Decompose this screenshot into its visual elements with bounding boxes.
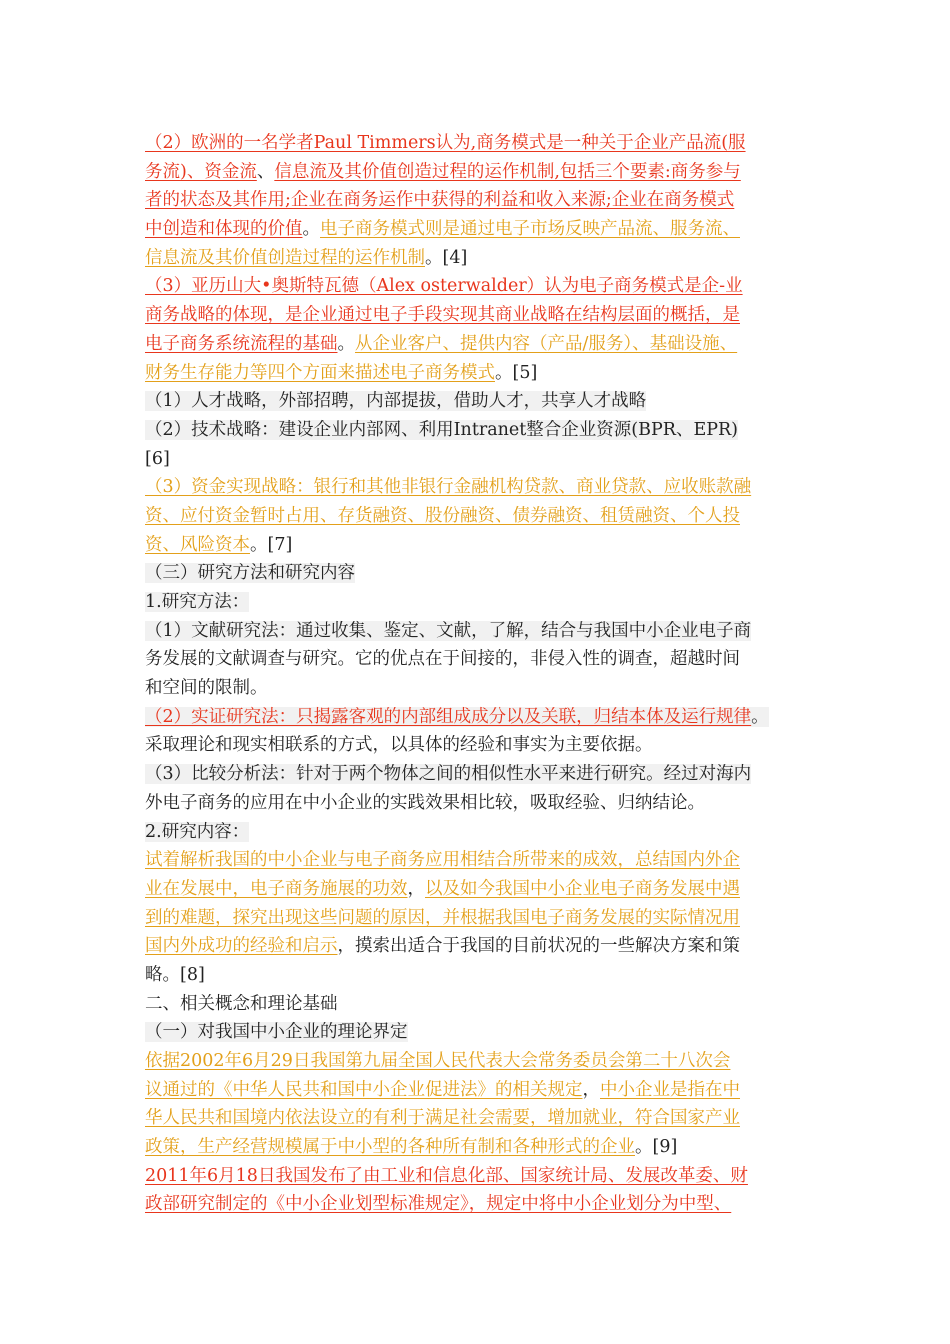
line-content <box>145 449 170 469</box>
text-segment: （1）文献研究法：通过收集、鉴定、文献，了解，结合与我国中小企业电子商 <box>145 620 752 641</box>
line-content <box>145 936 740 956</box>
annotated-text-segment: 资、应付资金暂时占用、存货融资、股份融资、债券融资、租赁融资、个人投 <box>145 505 740 526</box>
line-content <box>145 965 205 985</box>
annotated-text-segment: 从企业客户、提供内容（产品/服务）、基础设施、 <box>355 333 738 354</box>
annotated-text-segment: 国内外成功的经验和启示 <box>145 936 338 957</box>
annotated-text-segment: 华人民共和国境内依法设立的有利于满足社会需要，增加就业，符合国家产业 <box>145 1108 740 1129</box>
annotated-text-segment: （2）欧洲的一名学者Paul Timmers认为,商务模式是一种关于企业产品流(服 <box>145 133 746 153</box>
line-content <box>145 735 653 755</box>
line-content <box>145 1194 731 1214</box>
text-segment: （3）比较分析法：针对于两个物体之间的相似性水平来进行研究。经过对海内 <box>145 764 752 785</box>
line-content <box>145 678 268 698</box>
text-line <box>145 473 810 502</box>
text-segment: 。[9] <box>635 1137 678 1158</box>
text-segment: 1.研究方法： <box>145 592 250 612</box>
document-body <box>145 129 810 1219</box>
annotated-text-segment: 电子商务模式则是通过电子市场反映产品流、服务流、 <box>320 219 740 240</box>
annotated-text-segment: 业在发展中，电子商务施展的功效 <box>145 878 408 899</box>
line-content <box>145 1108 740 1128</box>
text-line <box>145 559 810 588</box>
text-segment: ， <box>582 1079 600 1100</box>
line-content <box>145 219 740 239</box>
annotated-text-segment: 信息流及其价值创造过程的运作机制,包括三个要素:商务参与 <box>274 161 741 182</box>
text-segment: 务发展的文献调查与研究。它的优点在于间接的，非侵入性的调查，超越时间 <box>145 649 740 670</box>
line-content <box>145 420 738 440</box>
annotated-text-segment: 中创造和体现的价值 <box>145 219 303 240</box>
line-content <box>145 1137 677 1157</box>
line-content <box>145 363 537 383</box>
line-content <box>145 764 751 784</box>
text-line <box>145 674 810 703</box>
line-content <box>145 1080 740 1100</box>
annotated-text-segment: 者的状态及其作用;企业在商务运作中获得的利益和收入来源;企业在商务模式 <box>145 190 735 211</box>
annotated-text-segment: 政策，生产经营规模属于中小型的各种所有制和各种形式的企业 <box>145 1137 635 1158</box>
text-line <box>145 731 810 760</box>
text-line <box>145 301 810 330</box>
line-content <box>145 908 740 928</box>
line-content <box>145 477 751 497</box>
annotated-text-segment: 以及如今我国中小企业电子商务发展中遇 <box>425 878 740 899</box>
text-segment: （1）人才战略，外部招聘，内部提拔，借助人才，共享人才战略 <box>145 391 647 412</box>
text-segment: 。 <box>302 219 320 240</box>
text-line <box>145 387 810 416</box>
text-segment: ， <box>407 878 425 899</box>
text-line <box>145 1047 810 1076</box>
text-line <box>145 818 810 847</box>
line-content <box>145 563 355 583</box>
text-segment: 2.研究内容： <box>145 821 250 842</box>
line-content <box>145 879 740 899</box>
annotated-text-segment: 2011年6月18日我国发布了由工业和信息化部、国家统计局、发展改革委、财 <box>145 1165 748 1186</box>
line-content <box>145 994 338 1014</box>
annotated-text-segment: 政部研究制定的《中小企业划型标准规定》，规定中将中小企业划分为中型、 <box>145 1194 732 1215</box>
text-line <box>145 186 810 215</box>
line-content <box>145 162 741 182</box>
text-segment: 。[7] <box>250 534 293 555</box>
text-line <box>145 244 810 273</box>
line-content <box>145 1022 408 1042</box>
text-line <box>145 846 810 875</box>
text-line <box>145 272 810 301</box>
annotated-text-segment: 到的难题，探究出现这些问题的原因，并根据我国电子商务发展的实际情况用 <box>145 907 740 928</box>
line-content <box>145 621 751 641</box>
line-content <box>145 133 746 153</box>
text-line <box>145 1162 810 1191</box>
text-line <box>145 158 810 187</box>
text-segment: 和空间的限制。 <box>145 678 268 699</box>
line-content <box>145 850 740 870</box>
line-content <box>145 276 743 296</box>
text-line <box>145 1018 810 1047</box>
text-line <box>145 617 810 646</box>
text-segment: 。 <box>337 333 355 354</box>
line-content <box>145 592 249 612</box>
line-content <box>145 649 740 669</box>
text-line <box>145 445 810 474</box>
text-line <box>145 588 810 617</box>
text-line <box>145 1190 810 1219</box>
text-line <box>145 990 810 1019</box>
text-segment: 、 <box>256 161 275 182</box>
annotated-text-segment: 财务生存能力等四个方面来描述电子商务模式 <box>145 362 495 383</box>
text-line <box>145 215 810 244</box>
text-segment: [6] <box>145 448 170 469</box>
text-line <box>145 961 810 990</box>
text-segment: 。[4] <box>425 247 468 268</box>
text-line <box>145 645 810 674</box>
text-line <box>145 1104 810 1133</box>
text-line <box>145 932 810 961</box>
text-segment: 二、相关概念和理论基础 <box>145 993 338 1014</box>
annotated-text-segment: 中小企业是指在中 <box>600 1079 740 1100</box>
text-segment: 略。[8] <box>145 964 205 985</box>
line-content <box>145 822 249 842</box>
annotated-text-segment: （3）资金实现战略：银行和其他非银行金融机构贷款、商业贷款、应收账款融 <box>145 477 752 498</box>
line-content <box>145 305 740 325</box>
text-segment: 采取理论和现实相联系的方式，以具体的经验和事实为主要依据。 <box>145 735 653 756</box>
annotated-text-segment: 试着解析我国的中小企业与电子商务应用相结合所带来的成效，总结国内外企 <box>145 850 740 871</box>
line-content <box>145 535 292 555</box>
text-segment: 外电子商务的应用在中小企业的实践效果相比较，吸取经验、归纳结论。 <box>145 792 705 813</box>
text-segment: 。 <box>751 706 769 727</box>
line-content <box>145 707 769 727</box>
line-content <box>145 190 734 210</box>
annotated-text-segment: 依据2002年6月29日我国第九届全国人民代表大会常务委员会第二十八次会 <box>145 1051 731 1071</box>
text-line <box>145 904 810 933</box>
annotated-text-segment: 议通过的《中华人民共和国中小企业促进法》的相关规定 <box>145 1079 583 1100</box>
annotated-text-segment: （3）亚历山大•奥斯特瓦德（Alex osterwalder）认为电子商务模式是企-业 <box>145 276 743 297</box>
text-line <box>145 789 810 818</box>
annotated-text-segment: 务流)、资金流 <box>145 161 257 182</box>
text-line <box>145 359 810 388</box>
text-line <box>145 416 810 445</box>
text-line <box>145 330 810 359</box>
annotated-text-segment: 电子商务系统流程的基础 <box>145 333 338 354</box>
line-content <box>145 793 705 813</box>
text-segment: （2）技术战略：建设企业内部网、利用Intranet整合企业资源(BPR、EPR) <box>145 419 738 440</box>
text-line <box>145 760 810 789</box>
text-line <box>145 531 810 560</box>
text-segment: （三）研究方法和研究内容 <box>145 563 355 584</box>
text-segment: 。[5] <box>495 362 538 383</box>
text-line <box>145 1133 810 1162</box>
text-line <box>145 703 810 732</box>
text-line <box>145 1076 810 1105</box>
line-content <box>145 391 646 411</box>
line-content <box>145 1051 730 1071</box>
line-content <box>145 1166 748 1186</box>
annotated-text-segment: （2）实证研究法：只揭露客观的内部组成成分以及关联，归结本体及运行规律 <box>145 706 752 727</box>
line-content <box>145 248 467 268</box>
annotated-text-segment: 商务战略的体现，是企业通过电子手段实现其商业战略在结构层面的概括，是 <box>145 305 740 326</box>
text-segment: ，摸索出适合于我国的目前状况的一些解决方案和策 <box>337 936 740 957</box>
annotated-text-segment: 信息流及其价值创造过程的运作机制 <box>145 247 425 268</box>
text-segment: （一）对我国中小企业的理论界定 <box>145 1022 408 1043</box>
text-line <box>145 129 810 158</box>
annotated-text-segment: 资、风险资本 <box>145 534 250 555</box>
line-content <box>145 334 737 354</box>
text-line <box>145 502 810 531</box>
line-content <box>145 506 740 526</box>
text-line <box>145 875 810 904</box>
